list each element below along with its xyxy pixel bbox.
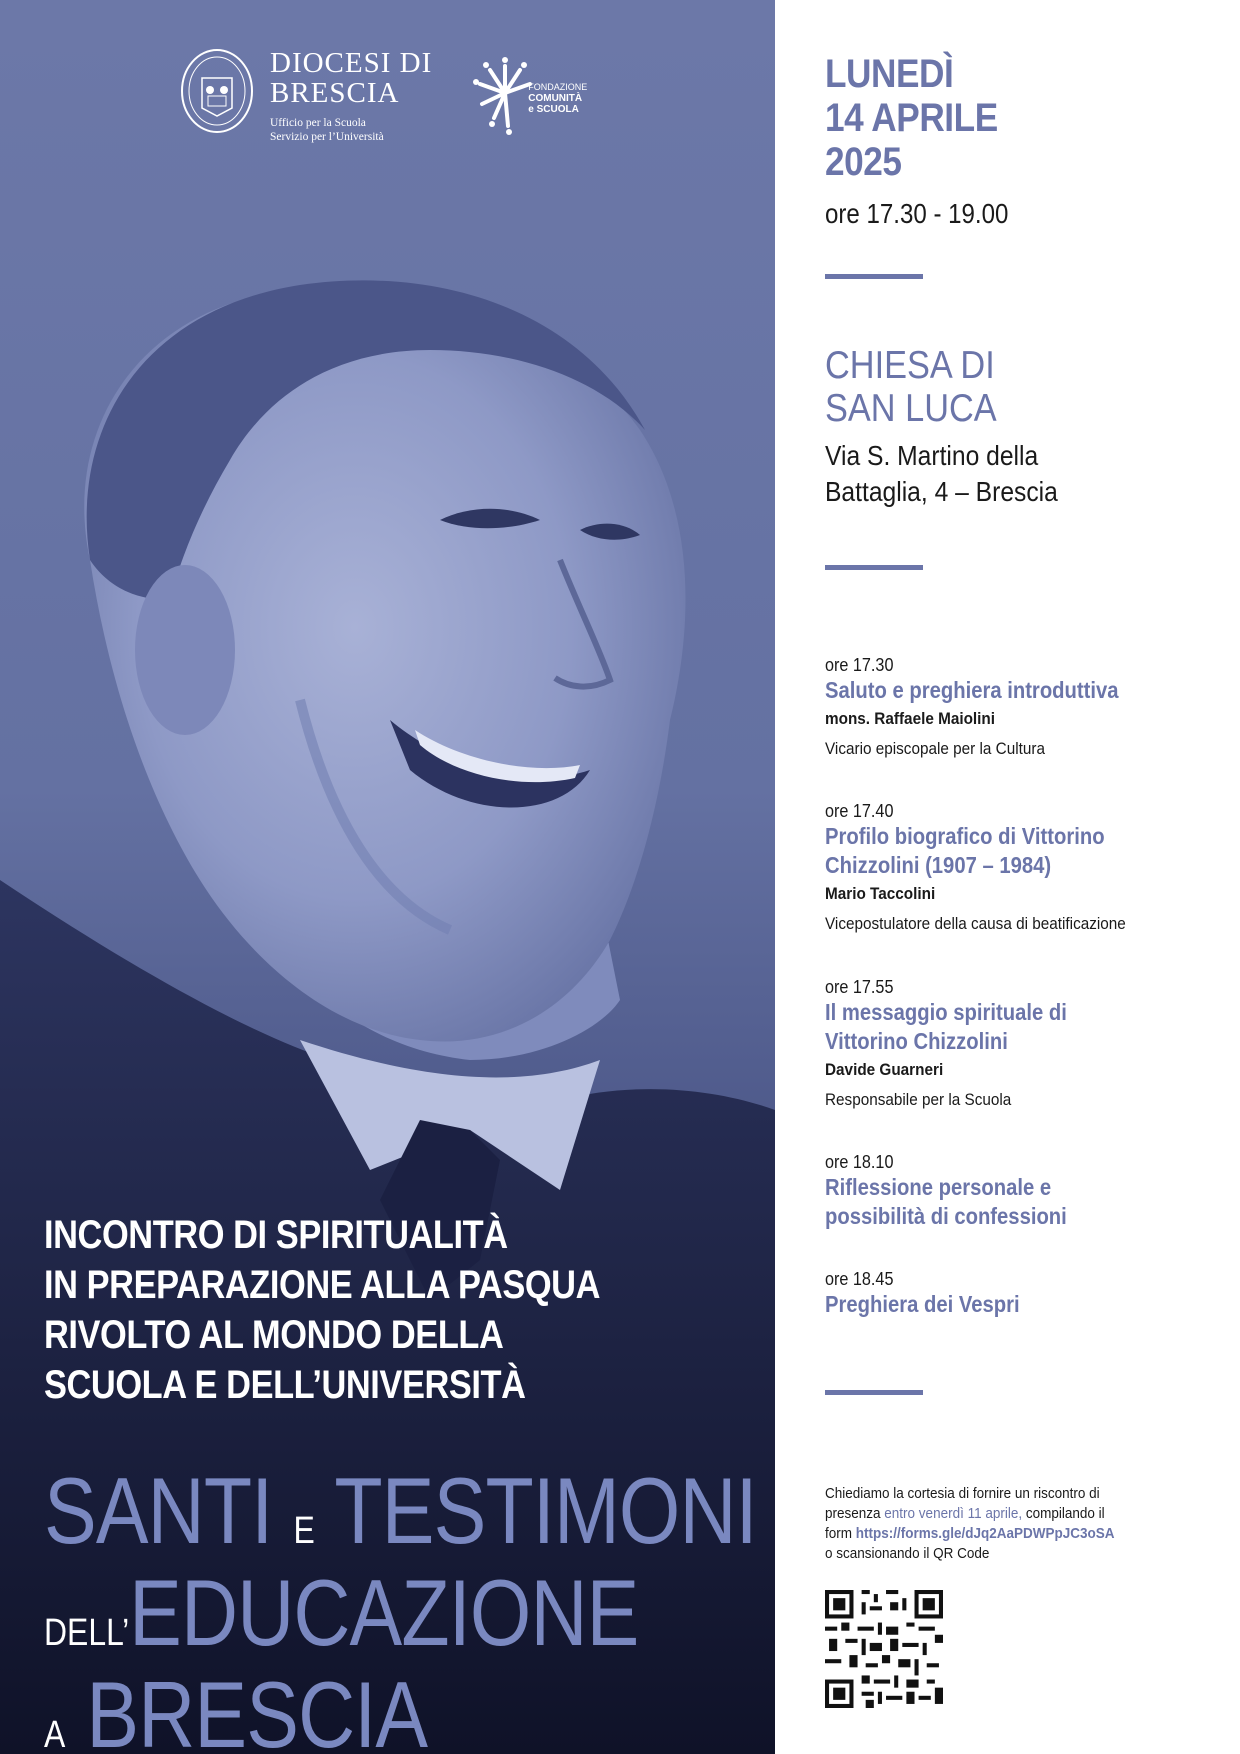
rsvp-line1: Chiediamo la cortesia di fornire un riscontro di: [825, 1485, 1100, 1502]
programme-title: Riflessione personale e: [825, 1174, 1052, 1200]
event-date-line: 14 APRILE: [825, 96, 998, 140]
address-line1: Via S. Martino della: [825, 440, 1039, 471]
rsvp-note: [825, 1484, 1203, 1564]
fondazione-logo: [472, 48, 587, 138]
title-brescia: BRESCIA: [86, 1662, 428, 1754]
title-e: E: [293, 1510, 315, 1552]
programme-title: Preghiera dei Vespri: [825, 1291, 1020, 1317]
fondazione-line1: FONDAZIONE: [528, 81, 588, 92]
subtitle-line: INCONTRO DI SPIRITUALITÀ: [44, 1213, 508, 1257]
diocese-seal-icon: [180, 48, 254, 134]
right-panel: [775, 0, 1240, 1754]
title-santi: SANTI: [44, 1458, 273, 1563]
programme-item: [825, 1151, 1240, 1231]
programme-speaker: Davide Guarneri: [825, 1060, 944, 1079]
programme-time: ore 18.45: [825, 1269, 894, 1289]
divider: [825, 274, 923, 279]
programme-time: ore 18.10: [825, 1152, 894, 1172]
rsvp-line2c: compilando il: [1022, 1505, 1105, 1522]
subtitle-line: SCUOLA E DELL’UNIVERSITÀ: [44, 1363, 526, 1407]
title-educazione: EDUCAZIONE: [129, 1560, 639, 1665]
programme-title: Saluto e preghiera introduttiva: [825, 677, 1119, 703]
logos-row: [180, 48, 587, 144]
rsvp-line4: o scansionando il QR Code: [825, 1545, 990, 1562]
subtitle-line: RIVOLTO AL MONDO DELLA: [44, 1313, 504, 1357]
event-year: 2025: [825, 140, 902, 184]
event-subtitle: [44, 1210, 646, 1410]
programme-role: Responsabile per la Scuola: [825, 1090, 1012, 1109]
event-time: ore 17.30 - 19.00: [825, 198, 1009, 229]
diocesi-logo-text: [270, 48, 432, 144]
programme-item: [825, 654, 1240, 761]
rsvp-deadline: entro venerdì 11 aprile,: [884, 1505, 1023, 1522]
programme-title: Il messaggio spirituale di: [825, 999, 1067, 1025]
programme-title: Profilo biografico di Vittorino: [825, 823, 1105, 849]
rsvp-line2a: presenza: [825, 1505, 885, 1522]
diocesi-sub2: Servizio per l’Università: [270, 131, 384, 143]
fondazione-line2: COMUNITÀ: [528, 92, 583, 104]
event-address: [825, 438, 1058, 510]
programme-title: Vittorino Chizzolini: [825, 1028, 1008, 1054]
divider: [825, 1390, 923, 1395]
divider: [825, 565, 923, 570]
qr-code-icon[interactable]: [825, 1590, 943, 1708]
venue-line1: CHIESA DI: [825, 344, 995, 387]
programme-time: ore 17.30: [825, 655, 894, 675]
rsvp-line3a: form: [825, 1525, 856, 1542]
programme-role: Vicario episcopale per la Cultura: [825, 739, 1045, 758]
fondazione-text: [528, 82, 587, 115]
event-day: LUNEDÌ: [825, 52, 954, 96]
programme-item: [825, 800, 1240, 936]
title-a: A: [44, 1714, 66, 1754]
diocesi-sub1: Ufficio per la Scuola: [270, 117, 366, 129]
event-venue: [825, 344, 997, 430]
programme-speaker: mons. Raffaele Maiolini: [825, 709, 996, 728]
programme-title: Chizzolini (1907 – 1984): [825, 852, 1052, 878]
rsvp-form-link[interactable]: https://forms.gle/dJq2AaPDWPpJC3oSA: [855, 1525, 1115, 1542]
programme-time: ore 17.55: [825, 977, 894, 997]
programme-time: ore 17.40: [825, 801, 894, 821]
title-testimoni: TESTIMONI: [334, 1458, 757, 1563]
venue-line2: SAN LUCA: [825, 387, 997, 430]
programme-item: [825, 976, 1240, 1112]
programme-speaker: Mario Taccolini: [825, 884, 936, 903]
programme-item: [825, 1268, 1240, 1319]
programme-role: Vicepostulatore della causa di beatificazione: [825, 914, 1126, 933]
fondazione-line3: e SCUOLA: [528, 103, 579, 115]
title-dell: DELL’: [44, 1612, 130, 1654]
event-title: [44, 1458, 775, 1754]
subtitle-line: IN PREPARAZIONE ALLA PASQUA: [44, 1263, 601, 1307]
address-line2: Battaglia, 4 – Brescia: [825, 476, 1058, 507]
diocesi-line2: BRESCIA: [270, 77, 400, 109]
event-date: [825, 52, 998, 184]
programme-title: possibilità di confessioni: [825, 1203, 1067, 1229]
diocesi-line1: DIOCESI DI: [270, 47, 433, 79]
